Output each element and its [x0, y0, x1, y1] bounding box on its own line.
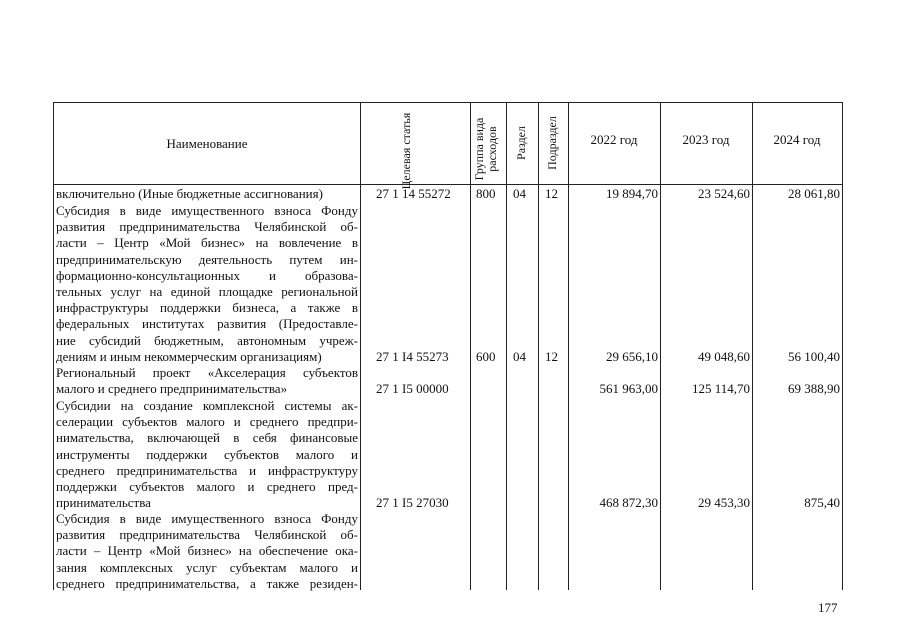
- row-name-line: Субсидии на создание комплексной системы ак-: [56, 398, 358, 413]
- col-border: [538, 102, 539, 590]
- row-name-line: предпринимательскую деятельность путем ин-: [56, 251, 358, 267]
- row-value-2024: 875,40: [804, 495, 840, 510]
- row-value-2022: 29 656,10: [606, 349, 658, 364]
- row-value-2023: 23 524,60: [698, 186, 750, 201]
- row-value-2023: 49 048,60: [698, 349, 750, 364]
- col-border: [53, 102, 54, 590]
- col-border: [842, 102, 843, 590]
- row-name: [56, 511, 358, 592]
- row-value-2024: 69 388,90: [788, 381, 840, 396]
- row-value-2022: 561 963,00: [599, 381, 658, 396]
- row-name-line: дениям и иным некоммерческим организациям): [56, 348, 322, 364]
- header-expense-group: Группа вида расходов: [472, 117, 499, 181]
- row-code: 27 1 I5 27030: [376, 495, 449, 510]
- row-code: 27 1 14 55272: [376, 186, 451, 201]
- row-value-2024: 56 100,40: [788, 349, 840, 364]
- col-border: [752, 102, 753, 590]
- page-number: 177: [818, 600, 838, 615]
- row-name-line: включительно (Иные бюджетные ассигнования): [56, 186, 323, 201]
- row-name-line: зания комплексных услуг субъектам малого и: [56, 559, 358, 575]
- row-name-line: формационно-консультационных и образова-: [56, 267, 358, 283]
- header-subsection: Подраздел: [545, 116, 559, 170]
- row-name-line: ласти – Центр «Мой бизнес» на обеспечение ока-: [56, 543, 358, 559]
- row-value-2022: 468 872,30: [599, 495, 658, 510]
- row-name-line: селерации субъектов малого и среднего предпри-: [56, 414, 358, 430]
- row-group: 800: [476, 186, 496, 201]
- row-name-line: ласти – Центр «Мой бизнес» на вовлечение в: [56, 235, 358, 251]
- header-name: Наименование: [166, 136, 248, 151]
- col-border: [660, 102, 661, 590]
- row-name-line: тельных услуг на единой площадке региональной: [56, 284, 358, 300]
- col-border: [360, 102, 361, 590]
- row-name-line: среднего предпринимательства и инфраструктуру: [56, 462, 358, 478]
- row-subsection: 12: [545, 349, 558, 364]
- row-name-line: поддержки субъектов малого и среднего пред-: [56, 479, 358, 495]
- row-group: 600: [476, 349, 496, 364]
- row-code: 27 1 I4 55273: [376, 349, 449, 364]
- row-value-2023: 29 453,30: [698, 495, 750, 510]
- table-top-border: [53, 102, 842, 103]
- row-name-line: развития предпринимательства Челябинской об-: [56, 219, 358, 235]
- row-section: 04: [513, 349, 526, 364]
- row-name-line: малого и среднего предпринимательства»: [56, 381, 288, 397]
- header-section: Раздел: [514, 126, 528, 160]
- row-value-2022: 19 894,70: [606, 186, 658, 201]
- row-name-line: федеральных институтах развития (Предоставле-: [56, 316, 358, 332]
- row-name: [56, 398, 358, 511]
- row-value-2024: 28 061,80: [788, 186, 840, 201]
- row-code: 27 1 I5 00000: [376, 381, 449, 396]
- row-name-line: инфраструктуры поддержки бизнеса, а также в: [56, 300, 358, 316]
- row-name-line: среднего предпринимательства, а также резиден-: [56, 575, 358, 591]
- col-border: [568, 102, 569, 590]
- header-year-2022: 2022 год: [590, 132, 638, 147]
- header-target-article: Целевая статья: [399, 112, 413, 190]
- row-name-line: Региональный проект «Акселерация субъектов: [56, 365, 358, 380]
- header-year-2024: 2024 год: [773, 132, 821, 147]
- table-header-bottom-border: [53, 184, 842, 185]
- row-section: 04: [513, 186, 526, 201]
- row-name: [56, 203, 358, 365]
- row-name-line: принимательства: [56, 495, 151, 511]
- header-year-2023: 2023 год: [682, 132, 730, 147]
- row-name: [56, 186, 358, 202]
- row-value-2023: 125 114,70: [691, 381, 750, 396]
- row-name-line: инструменты поддержки субъектов малого и: [56, 446, 358, 462]
- row-name-line: Субсидия в виде имущественного взноса Фонду: [56, 511, 358, 526]
- row-name-line: Субсидия в виде имущественного взноса Фонду: [56, 203, 358, 218]
- row-name-line: нимательства, включающей в себя финансовые: [56, 430, 358, 446]
- row-name-line: ние субсидий бюджетным, автономным учреж-: [56, 332, 358, 348]
- col-border: [506, 102, 507, 590]
- row-name-line: развития предпринимательства Челябинской об-: [56, 527, 358, 543]
- row-name: [56, 365, 358, 397]
- row-subsection: 12: [545, 186, 558, 201]
- col-border: [470, 102, 471, 590]
